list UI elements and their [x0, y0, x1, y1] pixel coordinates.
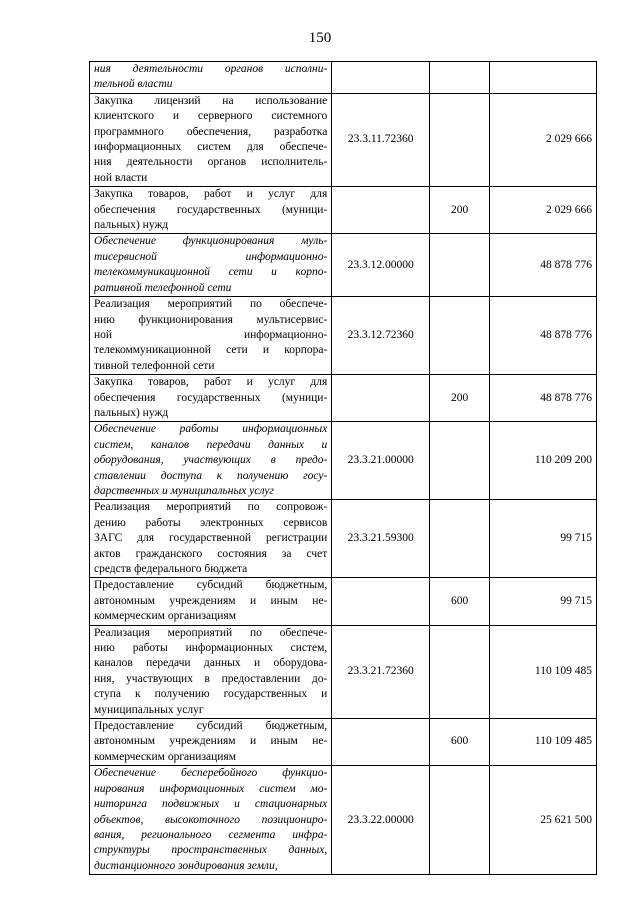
row-amount-cell: 48 878 776 — [490, 234, 597, 297]
row-name-line: тисервисной информационно- — [94, 250, 328, 263]
row-name-line: каналов передачи данных и оборудова- — [94, 657, 328, 670]
row-name-line: нию работы информационных систем, — [94, 642, 328, 655]
row-name-cell — [90, 578, 332, 625]
row-name-line: телекоммуникационной сети и корпора- — [94, 344, 328, 357]
row-name-line: Обеспечение работы информационных — [94, 423, 328, 436]
row-name-line: муниципальных услуг — [94, 703, 204, 716]
row-name-line: Реализация мероприятий по обеспече- — [94, 626, 328, 639]
row-name-cell — [90, 766, 332, 875]
row-name-line: объектов, высокоточного позициониро- — [94, 813, 328, 826]
row-name-line: Реализация мероприятий по обеспече- — [94, 298, 328, 311]
row-expense-type-cell: 200 — [430, 187, 490, 234]
row-name-line: ративной телефонной сети — [94, 281, 232, 294]
row-name-line: тельной власти — [94, 78, 173, 91]
row-name-line: пальных) нужд — [94, 219, 169, 232]
row-amount-cell: 2 029 666 — [490, 93, 597, 186]
row-name-line: коммерческим организациям — [94, 610, 236, 623]
row-amount-cell — [490, 62, 597, 94]
row-name-line: ния, участвующих в предоставлении до- — [94, 672, 328, 685]
row-name-line: нирования информационных систем мо- — [94, 782, 328, 795]
row-code-cell: 23.3.12.72360 — [332, 297, 430, 375]
row-name-line: ной информационно- — [94, 328, 328, 341]
table-row — [90, 500, 597, 578]
row-name-line: Предоставление субсидий бюджетным, — [94, 720, 328, 733]
row-name-cell — [90, 625, 332, 718]
row-name-line: обеспечения государственных (муници- — [94, 203, 328, 216]
row-name-line: информационных систем для обеспече- — [94, 141, 328, 154]
row-expense-type-cell — [430, 297, 490, 375]
row-code-cell: 23.3.21.72360 — [332, 625, 430, 718]
row-name-line: систем, каналов передачи данных и — [94, 438, 328, 451]
row-name-line: Реализация мероприятий по сопровож- — [94, 501, 328, 514]
table-row — [90, 578, 597, 625]
row-name-cell — [90, 62, 332, 94]
row-name-cell — [90, 719, 332, 766]
row-name-cell — [90, 93, 332, 186]
table-row — [90, 62, 597, 94]
row-name-line: ния деятельности органов исполнитель- — [94, 156, 328, 169]
row-name-line: актов гражданского состояния за счет — [94, 547, 328, 560]
row-code-cell: 23.3.11.72360 — [332, 93, 430, 186]
row-code-cell — [332, 578, 430, 625]
row-name-cell — [90, 297, 332, 375]
row-name-line: Закупка товаров, работ и услуг для — [94, 376, 328, 389]
row-code-cell: 23.3.21.00000 — [332, 422, 430, 500]
row-amount-cell: 99 715 — [490, 578, 597, 625]
row-amount-cell: 110 109 485 — [490, 719, 597, 766]
table-row — [90, 93, 597, 186]
row-name-line: тивной телефонной сети — [94, 359, 215, 372]
row-name-line: Предоставление субсидий бюджетным, — [94, 579, 328, 592]
row-name-cell — [90, 500, 332, 578]
table-row — [90, 422, 597, 500]
row-name-line: ЗАГС для государственной регистрации — [94, 532, 328, 545]
row-code-cell: 23.3.22.00000 — [332, 766, 430, 875]
row-expense-type-cell — [430, 422, 490, 500]
row-code-cell: 23.3.12.00000 — [332, 234, 430, 297]
table-row — [90, 625, 597, 718]
row-name-line: программного обеспечения, разработка — [94, 125, 328, 138]
row-name-line: дистанционного зондирования земли, — [94, 859, 278, 872]
row-name-line: обеспечения государственных (муници- — [94, 391, 328, 404]
row-name-line: оборудования, участвующих в предо- — [94, 454, 328, 467]
row-name-line: нию функционирования мультисервис- — [94, 313, 328, 326]
row-name-cell — [90, 234, 332, 297]
row-name-line: Обеспечение функционирования муль- — [94, 235, 328, 248]
table-row — [90, 766, 597, 875]
row-name-line: автономным учреждениям и иным не- — [94, 735, 328, 748]
row-expense-type-cell — [430, 625, 490, 718]
row-name-line: ния деятельности органов исполни- — [94, 63, 328, 75]
row-name-line: Закупка товаров, работ и услуг для — [94, 188, 328, 201]
row-name-line: Обеспечение бесперебойного функцио- — [94, 767, 328, 780]
row-name-line: ступа к получению государственных и — [94, 688, 328, 701]
page-number: 150 — [308, 30, 332, 46]
row-name-line: клиентского и серверного системного — [94, 110, 328, 123]
row-name-cell — [90, 187, 332, 234]
row-amount-cell: 48 878 776 — [490, 297, 597, 375]
row-name-line: пальных) нужд — [94, 406, 169, 419]
row-amount-cell: 110 109 485 — [490, 625, 597, 718]
row-expense-type-cell: 200 — [430, 375, 490, 422]
budget-table — [89, 61, 597, 875]
row-expense-type-cell: 600 — [430, 578, 490, 625]
table-row — [90, 375, 597, 422]
row-name-line: средств федерального бюджета — [94, 563, 248, 575]
row-expense-type-cell: 600 — [430, 719, 490, 766]
row-expense-type-cell — [430, 500, 490, 578]
row-amount-cell: 99 715 — [490, 500, 597, 578]
row-amount-cell: 2 029 666 — [490, 187, 597, 234]
row-name-line: ставлении доступа к получению госу- — [94, 469, 328, 482]
row-name-line: структуры пространственных данных, — [94, 844, 328, 857]
row-name-line: дарственных и муниципальных услуг — [94, 484, 274, 497]
row-name-line: дению работы электронных сервисов — [94, 516, 328, 529]
table-row — [90, 187, 597, 234]
row-amount-cell: 25 621 500 — [490, 766, 597, 875]
row-name-line: ниторинга подвижных и стационарных — [94, 798, 328, 811]
row-code-cell — [332, 375, 430, 422]
row-code-cell: 23.3.21.59300 — [332, 500, 430, 578]
row-name-line: коммерческим организациям — [94, 750, 236, 763]
row-name-line: вания, регионального сегмента инфра- — [94, 828, 328, 841]
budget-table-body — [90, 62, 597, 875]
row-amount-cell: 110 209 200 — [490, 422, 597, 500]
row-name-line: телекоммуникационной сети и корпо- — [94, 266, 328, 279]
table-row — [90, 719, 597, 766]
table-row — [90, 234, 597, 297]
row-code-cell — [332, 187, 430, 234]
row-amount-cell: 48 878 776 — [490, 375, 597, 422]
row-name-cell — [90, 375, 332, 422]
row-expense-type-cell — [430, 234, 490, 297]
table-row — [90, 297, 597, 375]
row-expense-type-cell — [430, 62, 490, 94]
row-name-line: ной власти — [94, 171, 148, 184]
row-name-line: Закупка лицензий на использование — [94, 94, 328, 107]
row-expense-type-cell — [430, 93, 490, 186]
row-name-cell — [90, 422, 332, 500]
row-code-cell — [332, 719, 430, 766]
row-expense-type-cell — [430, 766, 490, 875]
row-code-cell — [332, 62, 430, 94]
row-name-line: автономным учреждениям и иным не- — [94, 594, 328, 607]
